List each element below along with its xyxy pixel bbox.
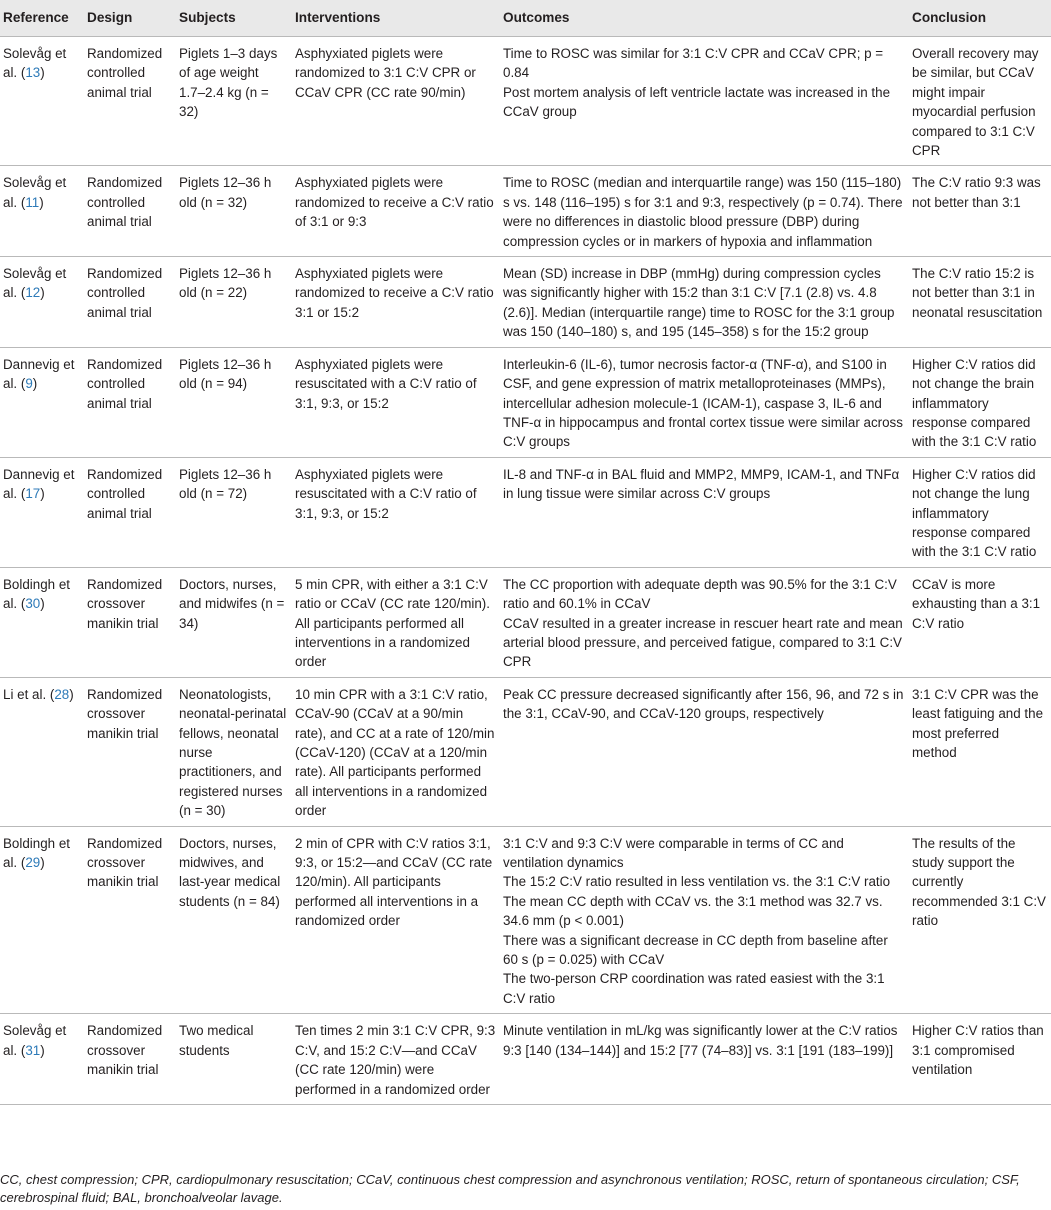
reference-close: ): [40, 486, 45, 502]
table-row: [0, 457, 1051, 567]
reference-text: Dannevig et al. (: [3, 466, 75, 502]
design-cell: Randomized controlled animal trial: [84, 457, 176, 567]
reference-text: Solevåg et al. (: [3, 175, 67, 210]
reference-cell: [0, 1014, 84, 1105]
reference-close: ): [39, 194, 44, 210]
reference-close: ): [69, 686, 74, 702]
conclusion-cell: The C:V ratio 15:2 is not better than 3:1 in neonatal resuscitation: [909, 257, 1051, 348]
outcomes-cell: [500, 677, 909, 826]
conclusion-cell: Higher C:V ratios than 3:1 compromised ventilation: [909, 1014, 1051, 1105]
interventions-cell: Asphyxiated piglets were randomized to receive a C:V ratio 3:1 or 15:2: [292, 257, 500, 348]
reference-text: Solevåg et al. (: [3, 266, 67, 301]
design-cell: Randomized crossover manikin trial: [84, 567, 176, 677]
header-design: Design: [84, 0, 176, 37]
interventions-cell: 5 min CPR, with either a 3:1 C:V ratio or CCaV (CC rate 120/min). All participants performed all interventions in a randomized order: [292, 567, 500, 677]
conclusion-cell: Overall recovery may be similar, but CCaV might impair myocardial perfusion compared to 3:1 C:V CPR: [909, 37, 1051, 166]
reference-close: ): [40, 65, 45, 81]
outcomes-cell: [500, 826, 909, 1014]
conclusion-cell: The results of the study support the currently recommended 3:1 C:V ratio: [909, 826, 1051, 1014]
design-cell: Randomized crossover manikin trial: [84, 1014, 176, 1105]
citation-link[interactable]: 11: [25, 194, 40, 210]
interventions-cell: 10 min CPR with a 3:1 C:V ratio, CCaV-90 (CCaV at a 90/min rate), and CC at a rate of 120/min (CCaV-120) (CCaV at a 120/min rate). All participants performed all interventions in a randomized order: [292, 677, 500, 826]
outcome-line: Post mortem analysis of left ventricle lactate was increased in the CCaV group: [503, 84, 891, 120]
design-cell: Randomized controlled animal trial: [84, 257, 176, 348]
outcome-line: There was a significant decrease in CC depth from baseline after 60 s (p = 0.025) with CCaV: [503, 932, 888, 968]
interventions-cell: Asphyxiated piglets were randomized to 3:1 C:V CPR or CCaV CPR (CC rate 90/min): [292, 37, 500, 166]
header-outcomes: Outcomes: [500, 0, 909, 37]
subjects-cell: Piglets 1–3 days of age weight 1.7–2.4 kg (n = 32): [176, 37, 292, 166]
design-cell: Randomized crossover manikin trial: [84, 677, 176, 826]
table-footnote: CC, chest compression; CPR, cardiopulmonary resuscitation; CCaV, continuous chest compression and asynchronous ventilation; ROSC, return of spontaneous circulation; CSF, cerebrospinal fluid; BAL, bronchoalveolar lavage.: [0, 1172, 1020, 1205]
interventions-cell: Asphyxiated piglets were resuscitated with a C:V ratio of 3:1, 9:3, or 15:2: [292, 347, 500, 457]
interventions-cell: Asphyxiated piglets were randomized to receive a C:V ratio of 3:1 or 9:3: [292, 166, 500, 257]
table-row: [0, 257, 1051, 348]
outcome-line: The two-person CRP coordination was rated easiest with the 3:1 C:V ratio: [503, 971, 885, 1006]
citation-link[interactable]: 13: [25, 65, 41, 81]
reference-close: ): [40, 1042, 45, 1058]
table-header-row: [0, 0, 1051, 37]
interventions-cell: Asphyxiated piglets were resuscitated with a C:V ratio of 3:1, 9:3, or 15:2: [292, 457, 500, 567]
table-row: [0, 347, 1051, 457]
reference-close: ): [32, 376, 38, 392]
table-row: [0, 826, 1051, 1014]
outcome-line: IL-8 and TNF-α in BAL fluid and MMP2, MMP9, ICAM-1, and TNFα in lung tissue were similar across C:V groups: [503, 466, 900, 502]
citation-link[interactable]: 28: [54, 686, 70, 702]
reference-text: Boldingh et al. (: [3, 835, 71, 871]
citation-link[interactable]: 29: [25, 855, 41, 871]
outcomes-cell: [500, 567, 909, 677]
conclusion-cell: Higher C:V ratios did not change the lung inflammatory response compared with the 3:1 C:V ratio: [909, 457, 1051, 567]
outcomes-cell: [500, 166, 909, 257]
table-row: [0, 677, 1051, 826]
outcome-line: The mean CC depth with CCaV vs. the 3:1 method was 32.7 vs. 34.6 mm (p < 0.001): [503, 893, 883, 929]
outcome-line: Time to ROSC was similar for 3:1 C:V CPR and CCaV CPR; p = 0.84: [503, 46, 884, 81]
subjects-cell: Neonatologists, neonatal-perinatal fellows, neonatal nurse practitioners, and registered nurses (n = 30): [176, 677, 292, 826]
header-conclusion: Conclusion: [909, 0, 1051, 37]
outcome-line: The 15:2 C:V ratio resulted in less ventilation vs. the 3:1 C:V ratio: [503, 874, 891, 890]
subjects-cell: Piglets 12–36 h old (n = 32): [176, 166, 292, 257]
conclusion-cell: CCaV is more exhausting than a 3:1 C:V ratio: [909, 567, 1051, 677]
subjects-cell: Piglets 12–36 h old (n = 94): [176, 347, 292, 457]
reference-text: Solevåg et al. (: [3, 46, 67, 81]
header-interventions: Interventions: [292, 0, 500, 37]
reference-close: ): [40, 855, 45, 871]
table-row: [0, 166, 1051, 257]
table-row: [0, 37, 1051, 166]
reference-cell: [0, 457, 84, 567]
reference-cell: [0, 37, 84, 166]
outcome-line: CCaV resulted in a greater increase in rescuer heart rate and mean arterial blood pressure, and perceived fatigue, compared to 3:1 C:V CPR: [503, 615, 903, 670]
outcomes-cell: [500, 347, 909, 457]
outcome-line: Peak CC pressure decreased significantly after 156, 96, and 72 s in the 3:1, CCaV-90, and CCaV-120 groups, respectively: [503, 686, 904, 722]
citation-link[interactable]: 9: [25, 376, 33, 392]
table-row: [0, 567, 1051, 677]
reference-text: Dannevig et al. (: [3, 356, 75, 392]
citation-link[interactable]: 17: [25, 486, 41, 502]
conclusion-cell: The C:V ratio 9:3 was not better than 3:1: [909, 166, 1051, 257]
citation-link[interactable]: 30: [25, 596, 41, 612]
outcomes-cell: [500, 1014, 909, 1105]
subjects-cell: Doctors, nurses, midwives, and last-year medical students (n = 84): [176, 826, 292, 1014]
design-cell: Randomized crossover manikin trial: [84, 826, 176, 1014]
citation-link[interactable]: 12: [25, 285, 41, 301]
outcomes-cell: [500, 257, 909, 348]
reference-text: Li et al. (: [3, 686, 55, 702]
reference-text: Boldingh et al. (: [3, 576, 71, 612]
header-subjects: Subjects: [176, 0, 292, 37]
subjects-cell: Doctors, nurses, and midwifes (n = 34): [176, 567, 292, 677]
reference-cell: [0, 166, 84, 257]
conclusion-cell: Higher C:V ratios did not change the brain inflammatory response compared with the 3:1 C:V ratio: [909, 347, 1051, 457]
outcomes-cell: [500, 457, 909, 567]
reference-cell: [0, 347, 84, 457]
design-cell: Randomized controlled animal trial: [84, 37, 176, 166]
outcome-line: Interleukin-6 (IL-6), tumor necrosis factor-α (TNF-α), and S100 in CSF, and gene expression of matrix metalloproteinases (MMPs), intercellular adhesion molecule-1 (ICAM-1), caspase 3, IL-6 and TNF-α in hippocampus and frontal cortex tissue were similar across C:V groups: [503, 356, 903, 450]
reference-text: Solevåg et al. (: [3, 1023, 67, 1058]
subjects-cell: Piglets 12–36 h old (n = 72): [176, 457, 292, 567]
header-reference: Reference: [0, 0, 84, 37]
design-cell: Randomized controlled animal trial: [84, 347, 176, 457]
subjects-cell: Two medical students: [176, 1014, 292, 1105]
outcome-line: The CC proportion with adequate depth was 90.5% for the 3:1 C:V ratio and 60.1% in CCaV: [503, 576, 897, 612]
citation-link[interactable]: 31: [25, 1042, 41, 1058]
reference-cell: [0, 567, 84, 677]
interventions-cell: Ten times 2 min 3:1 C:V CPR, 9:3 C:V, and 15:2 C:V—and CCaV (CC rate 120/min) were performed in a randomized order: [292, 1014, 500, 1105]
outcome-line: Minute ventilation in mL/kg was significantly lower at the C:V ratios 9:3 [140 (134–144)] and 15:2 [77 (74–83)] vs. 3:1 [191 (183–199)]: [503, 1023, 898, 1058]
outcome-line: 3:1 C:V and 9:3 C:V were comparable in terms of CC and ventilation dynamics: [503, 835, 844, 871]
outcome-line: Time to ROSC (median and interquartile range) was 150 (115–180) s vs. 148 (116–195) s for 3:1 and 9:3, respectively (p = 0.74). There were no differences in diastolic blood pressure (DBP) during compression cycles or in markers of hypoxia and inflammation: [503, 175, 903, 249]
outcomes-cell: [500, 37, 909, 166]
table-row: [0, 1014, 1051, 1105]
interventions-cell: 2 min of CPR with C:V ratios 3:1, 9:3, or 15:2—and CCaV (CC rate 120/min). All participants performed all interventions in a randomized order: [292, 826, 500, 1014]
outcome-line: Mean (SD) increase in DBP (mmHg) during compression cycles was significantly higher with 15:2 than 3:1 C:V [7.1 (2.8) vs. 4.8 (2.6)]. Median (interquartile range) time to ROSC for the 3:1 group was 150 (140–180) s, and 195 (145–358) s for the 15:2 group: [503, 266, 895, 340]
reference-cell: [0, 257, 84, 348]
conclusion-cell: 3:1 C:V CPR was the least fatiguing and the most preferred method: [909, 677, 1051, 826]
subjects-cell: Piglets 12–36 h old (n = 22): [176, 257, 292, 348]
design-cell: Randomized controlled animal trial: [84, 166, 176, 257]
reference-cell: [0, 677, 84, 826]
reference-close: ): [40, 285, 45, 301]
reference-close: ): [40, 596, 45, 612]
reference-cell: [0, 826, 84, 1014]
